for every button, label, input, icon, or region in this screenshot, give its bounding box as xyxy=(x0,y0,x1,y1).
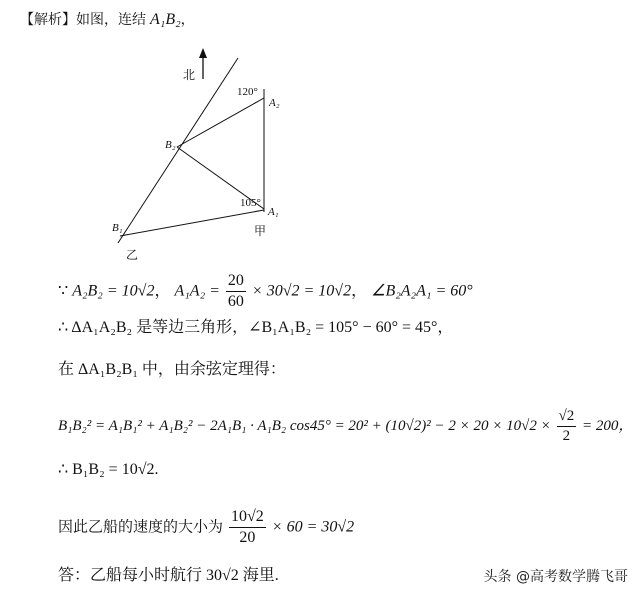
point-b2-label: B₂ xyxy=(165,139,176,151)
frac-den: 60 xyxy=(227,293,244,311)
step1-a: A₂B₂ = 10√2 xyxy=(72,282,155,300)
cosine-law-expression: B₁B₂² = A₁B₁² + A₁B₂² − 2A₁B₁ · A₁B₂ cos45° = 20² + (10√2)² − 2 × 20 × 10√2 × xyxy=(58,418,551,435)
frac-num: √2 xyxy=(557,408,577,427)
fraction-root2-over-2 xyxy=(557,408,577,446)
step1-b-left: A₁A₂ = xyxy=(174,282,220,300)
step-3: 在 ΔA₁B₂B₁ 中，由余弦定理得： xyxy=(58,361,286,378)
line-b2-a2 xyxy=(177,98,264,147)
route-yi-line xyxy=(118,58,238,243)
answer-line: 答：乙船每小时航行 30√2 海里. xyxy=(58,567,279,584)
speed-prefix: 因此乙船的速度的大小为 xyxy=(58,517,224,536)
frac-den: 2 xyxy=(562,428,571,445)
header-tail: ， xyxy=(180,12,195,28)
watermark: 头条 @高考数学腾飞哥 xyxy=(483,569,628,585)
angle-120-label: 120° xyxy=(237,86,258,98)
step1-b-right: × 30√2 = 10√2 xyxy=(251,282,352,300)
speed-suffix: × 60 = 30√2 xyxy=(271,518,355,536)
frac-num: 20 xyxy=(226,272,246,292)
frac-den: 20 xyxy=(239,529,256,547)
step-6 xyxy=(58,508,354,548)
header-text: 如图，连结 xyxy=(76,12,146,28)
step1-c: ∠B₂A₂A₁ = 60° xyxy=(371,282,473,300)
step-4 xyxy=(58,408,633,446)
angle-105-label: 105° xyxy=(240,197,261,209)
step-5: ∴ B₁B₂ = 10√2. xyxy=(58,461,159,478)
fraction-speed xyxy=(229,508,266,548)
ship-yi-label: 乙 xyxy=(126,248,139,262)
header-segment: A₁B₂ xyxy=(150,11,181,28)
point-b1-label: B₁ xyxy=(112,222,123,234)
fraction-20-60 xyxy=(226,272,246,312)
ship-jia-label: 甲 xyxy=(254,224,267,238)
because-symbol: ∵ xyxy=(58,282,69,300)
solution-tag: 【解析】 xyxy=(20,12,76,28)
point-a1-label: A₁ xyxy=(268,206,279,218)
frac-num: 10√2 xyxy=(229,508,266,528)
step-1: ∵ A₂B₂ = 10√2， A₁A₂ = $\frac{20}{60}$ × 30√2 = 10√2， ∠B₂A₂A₁ = 60° xyxy=(58,272,473,311)
point-a2-label: A₂ xyxy=(269,97,280,109)
cosine-law-result: = 200， xyxy=(581,418,634,435)
north-label: 北 xyxy=(183,68,196,82)
step-2: ∴ ΔA₁A₂B₂ 是等边三角形，∠B₁A₁B₂ = 105° − 60° = 45°， xyxy=(58,319,454,336)
north-arrow-head xyxy=(199,48,207,58)
line-b1-a1 xyxy=(120,210,264,236)
